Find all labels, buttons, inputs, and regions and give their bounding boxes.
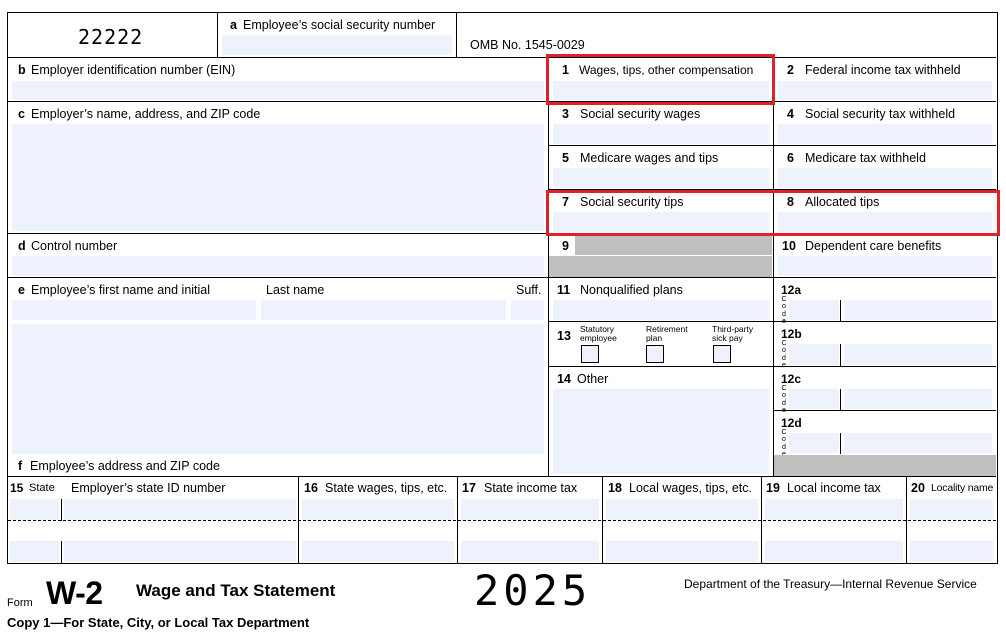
- box-11-field[interactable]: [553, 300, 769, 320]
- box-4-num: 4: [787, 107, 794, 121]
- box-2-num: 2: [787, 63, 794, 77]
- box-12a-label: 12a: [781, 283, 802, 297]
- box-8-num: 8: [787, 195, 794, 209]
- box-b-label: Employer identification number (EIN): [31, 63, 236, 77]
- box-12b-amount-field[interactable]: [844, 344, 992, 365]
- box-c-field[interactable]: [12, 124, 544, 231]
- copy-label: Copy 1—For State, City, or Local Tax Department: [7, 615, 310, 630]
- box-12b-code-field[interactable]: [789, 344, 839, 365]
- box-12a-amount-field[interactable]: [844, 300, 992, 320]
- box-17-label: State income tax: [484, 481, 578, 495]
- box-12a-code-label: C o d e: [781, 296, 787, 326]
- retirement-label: Retirement plan: [646, 324, 688, 343]
- box-12d-label: 12d: [781, 416, 802, 430]
- box-c-label: Employer’s name, address, and ZIP code: [31, 107, 261, 121]
- box-e: [8, 278, 548, 476]
- box-14-num: 14: [557, 372, 571, 386]
- box-b-letter: b: [18, 63, 26, 77]
- box-16-field-1[interactable]: [302, 499, 454, 520]
- form-code: 22222: [78, 25, 144, 49]
- box-c-letter: c: [18, 107, 25, 121]
- box-18-label: Local wages, tips, etc.: [629, 481, 752, 495]
- box-12c-code-field[interactable]: [789, 389, 839, 409]
- box-15-sub-label: Employer’s state ID number: [71, 481, 226, 495]
- box-20-field-2[interactable]: [910, 541, 993, 562]
- box-14-label: Other: [577, 372, 609, 386]
- thirdparty-checkbox[interactable]: [713, 345, 731, 363]
- box-6-label: Medicare tax withheld: [805, 151, 926, 165]
- box-2-field[interactable]: [778, 81, 992, 100]
- statutory-checkbox[interactable]: [581, 345, 599, 363]
- box-a-letter: a: [230, 18, 237, 32]
- box-5: [549, 146, 773, 189]
- box-b: [8, 58, 548, 101]
- box-a-label: Employee’s social security number: [243, 18, 436, 32]
- retirement-checkbox[interactable]: [646, 345, 664, 363]
- address-field[interactable]: [12, 324, 544, 454]
- box-6: [774, 146, 996, 189]
- box-e-suff-label: Suff.: [516, 283, 542, 297]
- box-12d-code-field[interactable]: [789, 433, 839, 453]
- highlight-box-7-8: [546, 190, 1000, 236]
- box-3-label: Social security wages: [580, 107, 701, 121]
- box-16-label: State wages, tips, etc.: [325, 481, 448, 495]
- box-9-shaded-bottom: [549, 256, 772, 277]
- box-10-field[interactable]: [778, 256, 992, 276]
- box-b-field[interactable]: [12, 81, 544, 100]
- box-13-num: 13: [557, 329, 571, 343]
- box-9: [549, 234, 773, 277]
- box-6-num: 6: [787, 151, 794, 165]
- box-12d-code-label: C o d: [781, 429, 787, 451]
- box-6-field[interactable]: [778, 168, 992, 188]
- box-18-field-2[interactable]: [606, 541, 758, 562]
- box-18-num: 18: [608, 481, 622, 495]
- box-17-field-2[interactable]: [461, 541, 599, 562]
- box-11: [549, 278, 773, 321]
- box-10-num: 10: [782, 239, 796, 253]
- box-19-field-2[interactable]: [765, 541, 903, 562]
- box-17-num: 17: [462, 481, 476, 495]
- box-18-field-1[interactable]: [606, 499, 758, 520]
- form-title: Wage and Tax Statement: [136, 581, 336, 600]
- box-e-last-label: Last name: [266, 283, 325, 297]
- box-10-label: Dependent care benefits: [805, 239, 942, 253]
- box-12c-amount-field[interactable]: [844, 389, 992, 409]
- box-a: [218, 13, 456, 57]
- box-4-label: Social security tax withheld: [805, 107, 956, 121]
- box-12-shaded: [774, 455, 996, 476]
- box-4: [774, 102, 996, 145]
- box-1-num: 1: [562, 63, 569, 77]
- box-1-label: Wages, tips, other compensation: [579, 63, 754, 77]
- box-3-num: 3: [562, 107, 569, 121]
- box-15-label: State: [29, 482, 55, 494]
- thirdparty-label: Third-party sick pay: [712, 324, 754, 343]
- box-5-field[interactable]: [553, 168, 769, 188]
- box-19-num: 19: [766, 481, 780, 495]
- box-3-field[interactable]: [553, 124, 769, 144]
- state-code-field-1[interactable]: [10, 499, 59, 520]
- state-id-field-1[interactable]: [64, 499, 296, 520]
- box-14: [549, 367, 773, 476]
- box-11-num: 11: [557, 283, 571, 297]
- box-19-label: Local income tax: [787, 481, 881, 495]
- box-d-letter: d: [18, 239, 26, 253]
- box-2: [774, 58, 996, 101]
- box-12a: [774, 278, 996, 326]
- box-12b-label: 12b: [781, 327, 802, 341]
- omb-number: OMB No. 1545-0029: [470, 38, 585, 52]
- box-d-label: Control number: [31, 239, 118, 253]
- box-12d: [774, 411, 996, 454]
- box-f-label: Employee’s address and ZIP code: [30, 459, 220, 473]
- box-f-letter: f: [18, 459, 23, 473]
- box-5-num: 5: [562, 151, 569, 165]
- box-20-label: Locality name: [931, 482, 994, 494]
- box-d-field[interactable]: [12, 256, 544, 276]
- state-id-field-2[interactable]: [64, 541, 296, 562]
- form-word: Form: [7, 597, 33, 609]
- box-12c-code-label: C o d e: [781, 385, 787, 415]
- box-17-field-1[interactable]: [461, 499, 599, 520]
- box-7-num: 7: [562, 195, 569, 209]
- box-12c-label: 12c: [781, 372, 802, 386]
- state-code-field-2[interactable]: [10, 541, 59, 562]
- box-3: [549, 102, 773, 145]
- last-name-field[interactable]: [261, 300, 506, 320]
- box-11-label: Nonqualified plans: [580, 283, 683, 297]
- box-c: [8, 102, 548, 233]
- box-20-num: 20: [911, 481, 925, 495]
- box-2-label: Federal income tax withheld: [805, 63, 961, 77]
- suffix-field[interactable]: [511, 300, 544, 320]
- form-name: W-2: [46, 575, 103, 611]
- box-12b-code-label: C o d e: [781, 340, 787, 370]
- department-label: Department of the Treasury—Internal Revenue Service: [684, 577, 977, 591]
- box-16-num: 16: [304, 481, 318, 495]
- box-8-label: Allocated tips: [805, 195, 880, 209]
- box-12c: [774, 367, 996, 415]
- box-16-field-2[interactable]: [302, 541, 454, 562]
- box-d: [8, 234, 548, 277]
- box-e-letter: e: [18, 283, 25, 297]
- box-13: [549, 322, 773, 366]
- box-14-field[interactable]: [553, 389, 769, 474]
- box-12d-amount-field[interactable]: [844, 433, 992, 453]
- box-9-num: 9: [562, 239, 569, 253]
- box-19-field-1[interactable]: [765, 499, 903, 520]
- state-row-dashed-divider: [8, 520, 996, 521]
- statutory-label: Statutory employee: [580, 324, 617, 343]
- box-10: [774, 234, 996, 277]
- box-12b: [774, 322, 996, 370]
- box-7-label: Social security tips: [580, 195, 684, 209]
- form-code-box: [8, 13, 218, 57]
- box-12a-code-field[interactable]: [789, 300, 839, 320]
- w2-form: [7, 12, 998, 564]
- box-5-label: Medicare wages and tips: [580, 151, 719, 165]
- box-15-num: 15: [10, 481, 24, 495]
- box-e-label: Employee’s first name and initial: [31, 283, 211, 297]
- tax-year: 2025: [474, 566, 592, 615]
- highlight-box-1: [546, 54, 775, 105]
- box-a-field[interactable]: [222, 35, 452, 55]
- box-9-shaded: [575, 235, 772, 255]
- box-20-field-1[interactable]: [910, 499, 993, 520]
- box-4-field[interactable]: [778, 124, 992, 144]
- first-name-field[interactable]: [12, 300, 256, 320]
